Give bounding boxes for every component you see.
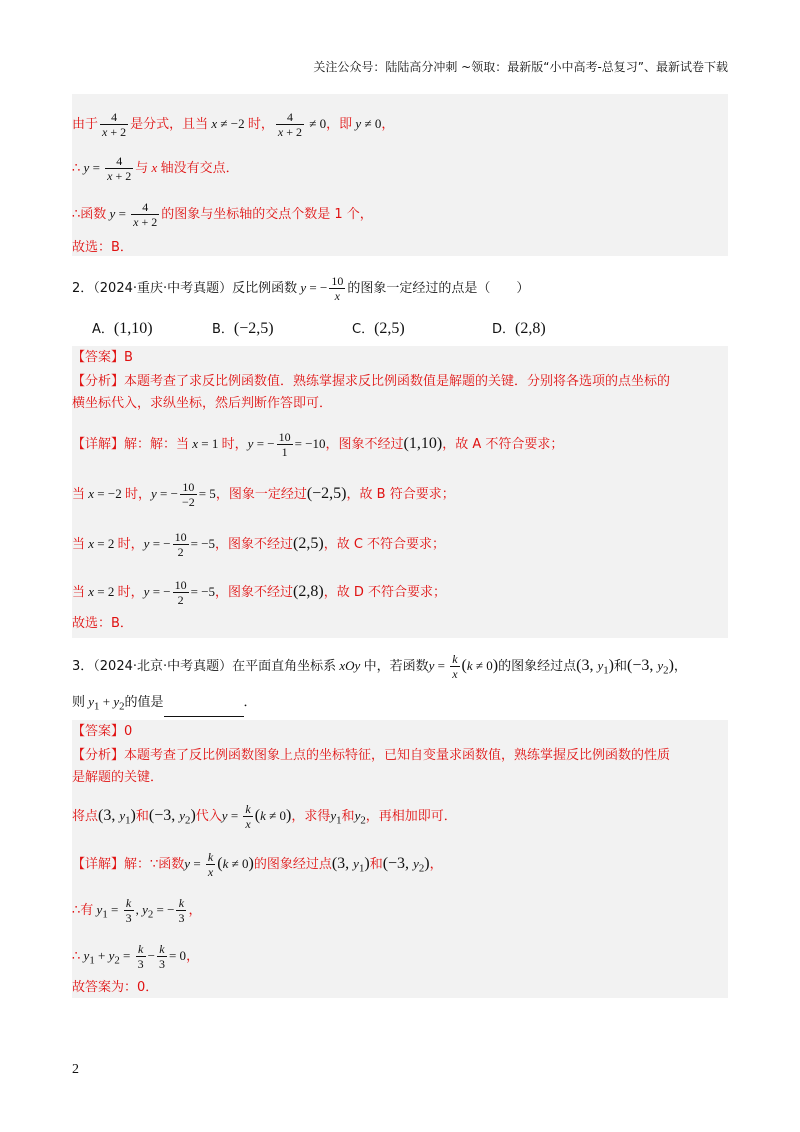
q3-detail-2: ∴有 $y_1$ = $\frac{k}{3}$ , $y_2$ = − $\frac{k}{3}$ ， xyxy=(72,896,202,925)
q3-detail-3: ∴ $y_1 + y_2$ = $\frac{k}{3}$ − $\frac{k}{3}$ = 0， xyxy=(72,942,200,971)
q2-detail-2: 当 x = −2 时，y = − $\frac{10}{-2}$ = 5，图象一定经过(−2,5)，故 B 符合要求； xyxy=(72,480,455,509)
q2-solution-box xyxy=(72,346,728,638)
q2-option-a: A．(1,10) xyxy=(92,320,153,337)
page-header: 关注公众号：陆陆高分冲刺 ~领取：最新版“小中高考-总复习”、最新试卷下载 xyxy=(313,60,728,74)
q1-choice: 故选：B． xyxy=(72,240,133,255)
q3-detail-1: 【详解】解：∵函数y = $\frac{k}{x}$ (k ≠ 0)的图象经过点(3, $y_1$)和(−3, $y_2$)， xyxy=(72,850,443,879)
q3-solution-box xyxy=(72,720,728,998)
q1-line-3: ∴函数 y = $\frac{4}{x + 2}$ 的图象与坐标轴的交点个数是 1 个， xyxy=(72,200,373,229)
q3-final: 故答案为：0． xyxy=(72,980,159,995)
page-number: 2 xyxy=(72,1062,79,1077)
q2-detail-3: 当 x = 2 时，y = − $\frac{10}{2}$ = −5，图象不经过(2,5)，故 C 不符合要求； xyxy=(72,530,446,559)
q2-detail-4: 当 x = 2 时，y = − $\frac{10}{2}$ = −5，图象不经过(2,8)，故 D 不符合要求； xyxy=(72,578,446,607)
q2-analysis-1: 【分析】本题考查了求反比例函数值．熟练掌握求反比例函数值是解题的关键．分别将各选项的点坐标的 xyxy=(72,374,671,389)
q1-line-1: 由于 $\frac{4}{x + 2}$ 是分式，且当 x ≠ −2 时， $\frac{4}{x + 2}$ ≠ 0，即 y ≠ 0， xyxy=(72,110,395,139)
q2-detail-1: 【详解】解：解：当 x = 1 时，y = − $\frac{10}{1}$ = −10，图象不经过(1,10)，故 A 不符合要求； xyxy=(72,430,564,459)
q3-stem-2: 则 $y_1 + y_2$的值是 ． xyxy=(72,692,732,717)
q3-stem: 3．（2024·北京·中考真题）在平面直角坐标系 xOy 中，若函数y = $\frac{k}{x}$ (k ≠ 0)的图象经过点(3, $y_1$)和(−3, $y_2$)， xyxy=(72,652,687,681)
q2-stem: 2．（2024·重庆·中考真题）反比例函数 y = − $\frac{10}{x}$ 的图象一定经过的点是（ ） xyxy=(72,274,530,303)
q3-answer: 【答案】0 xyxy=(72,724,133,739)
q2-answer: 【答案】B xyxy=(72,350,133,365)
q2-option-b: B．(−2,5) xyxy=(212,320,274,337)
q1-solution-box xyxy=(72,94,728,256)
q2-option-c: C．(2,5) xyxy=(352,320,405,337)
q1-line-2: ∴ y = $\frac{4}{x + 2}$ 与 x 轴没有交点． xyxy=(72,154,239,183)
answer-blank[interactable] xyxy=(164,702,244,717)
q2-choice: 故选：B． xyxy=(72,616,133,631)
q3-analysis-2: 是解题的关键． xyxy=(72,770,164,785)
q3-analysis-1: 【分析】本题考查了反比例函数图象上点的坐标特征，已知自变量求函数值，熟练掌握反比例函数的性质 xyxy=(72,748,671,763)
q2-option-d: D．(2,8) xyxy=(492,320,546,337)
q2-analysis-2: 横坐标代入，求纵坐标，然后判断作答即可． xyxy=(72,396,333,411)
q3-step-1: 将点(3, $y_1$)和(−3, $y_2$)代入y = $\frac{k}{x}$ (k ≠ 0)，求得$y_1$和$y_2$，再相加即可． xyxy=(72,802,457,831)
